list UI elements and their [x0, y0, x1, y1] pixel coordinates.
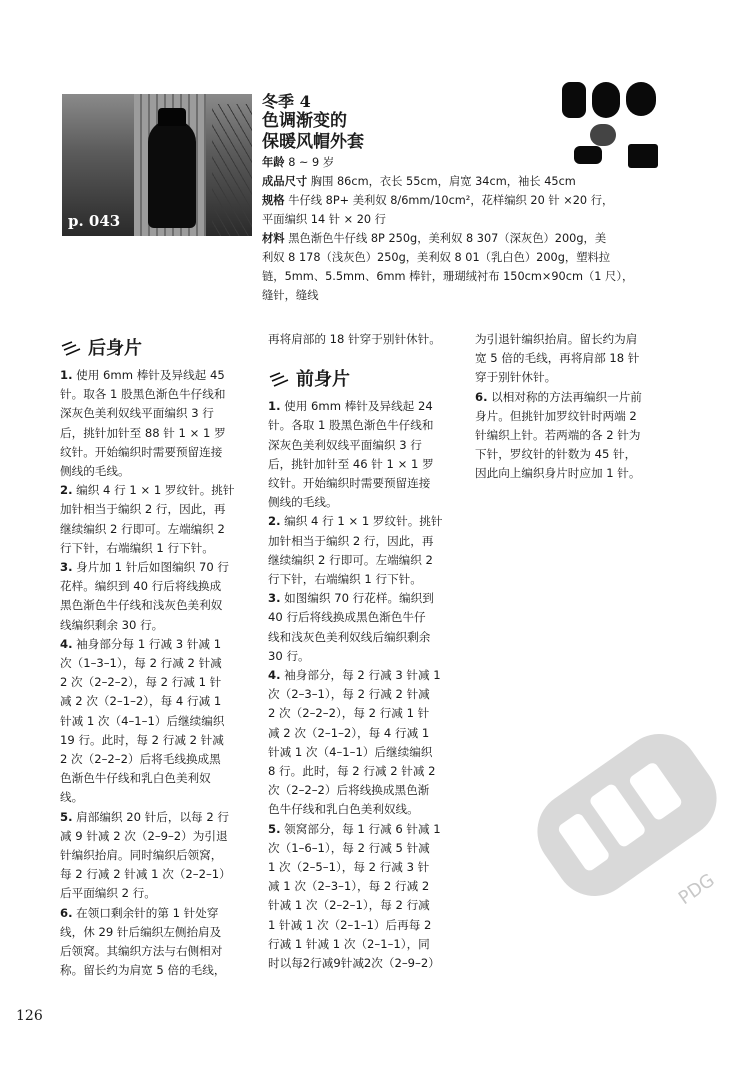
- instruction-text: 为引退针编织抬肩。留长约为肩: [475, 332, 638, 346]
- needle-icon: [60, 340, 82, 358]
- gauge-row: [262, 191, 662, 210]
- needle-icon: [268, 371, 290, 389]
- instruction-line: [60, 923, 260, 942]
- instruction-line: [475, 426, 675, 445]
- instruction-line: [268, 551, 468, 570]
- back-continuation: 再将肩部的 18 针穿于别针休针。: [268, 332, 441, 346]
- instruction-text: 针。取各 1 股黑色渐色牛仔线和: [60, 387, 226, 402]
- instruction-text: 减 9 针减 2 次（2–9–2）为引退: [60, 828, 228, 843]
- instruction-line: [268, 685, 468, 704]
- instruction-line: [475, 388, 675, 407]
- instruction-text: 次（2–3–1），每 2 行减 2 针减: [268, 687, 430, 702]
- hat-graphic: [158, 108, 186, 126]
- instruction-text: 加针相当于编织 2 行，因此，再: [268, 533, 434, 548]
- instruction-line: [60, 539, 260, 558]
- instruction-line: [60, 961, 260, 980]
- instruction-text: 袖身部分，每 2 行减 3 针减 1: [280, 668, 441, 683]
- column-back: [60, 330, 260, 981]
- title-line-2: 保暖风帽外套: [262, 132, 364, 152]
- step-number: 2.: [60, 483, 73, 498]
- instruction-line: [60, 673, 260, 692]
- instruction-text: 线和浅灰色美利奴线后编织剩余: [268, 629, 431, 644]
- instruction-line: [60, 808, 260, 827]
- instruction-line: [268, 743, 468, 762]
- instruction-text: 针编织上针。若两端的各 2 针为: [475, 428, 641, 443]
- instruction-line: [60, 404, 260, 423]
- column-continuation: [475, 330, 675, 484]
- instruction-line: [60, 366, 260, 385]
- instruction-line: [60, 884, 260, 903]
- instruction-text: 纹针。开始编织时需要预留连接: [268, 476, 431, 491]
- step-number: 5.: [60, 809, 73, 824]
- instruction-text: 以相对称的方法再编织一片前: [487, 389, 642, 404]
- gauge-row-2: 平面编织 14 针 × 20 行: [262, 213, 386, 226]
- instruction-line: [268, 954, 468, 973]
- instruction-text: 继续编织 2 行即可。左端编织 2: [268, 552, 433, 567]
- instruction-line: [60, 577, 260, 596]
- instruction-text: 次（2–2–2）后将线换成黑色渐: [268, 783, 430, 798]
- instruction-text: 2 次（2–2–2）后将毛线换成黑: [60, 752, 221, 767]
- instruction-line: [268, 858, 468, 877]
- instruction-line: [268, 800, 468, 819]
- step-number: 1.: [60, 368, 73, 382]
- instruction-line: [60, 558, 260, 577]
- instruction-line: [268, 647, 468, 666]
- instruction-line: [475, 464, 675, 483]
- instruction-text: 如图编织 70 行花样。编织到: [280, 591, 434, 606]
- instruction-line: [268, 820, 468, 839]
- instruction-text: 使用 6mm 棒针及异线起 45: [72, 368, 225, 382]
- materials-label: 材料: [262, 232, 285, 245]
- instruction-line: [60, 481, 260, 500]
- step-number: 4.: [60, 636, 73, 651]
- instruction-text: 色渐色牛仔线和乳白色美利奴: [60, 771, 211, 786]
- instruction-text: 领窝部分，每 1 行减 6 针减 1: [280, 821, 441, 836]
- step-number: 2.: [268, 514, 281, 529]
- instruction-text: 针编织抬肩。同时编织后领窝，: [60, 848, 223, 863]
- instruction-line: [60, 443, 260, 462]
- instruction-line: [268, 416, 468, 435]
- watermark-text: PDG: [674, 869, 719, 910]
- size-label: 成品尺寸: [262, 175, 308, 188]
- instruction-text: 线编织剩余 30 行。: [60, 617, 164, 632]
- instruction-text: 19 行。此时，每 2 行减 2 针减: [60, 732, 224, 747]
- instruction-text: 针减 1 次（4–1–1）后继续编织: [268, 744, 433, 759]
- instruction-text: 8 行。此时，每 2 行减 2 针减 2: [268, 764, 436, 779]
- instruction-text: 次（1–3–1），每 2 行减 2 针减: [60, 656, 222, 671]
- instruction-text: 行下针，右端编织 1 行下针。: [268, 572, 422, 587]
- season-label: 冬季 4: [262, 92, 311, 111]
- instruction-text: 因此向上编织身片时应加 1 针。: [475, 466, 641, 481]
- instruction-text: 侧线的毛线。: [60, 464, 130, 479]
- instruction-line: [475, 349, 675, 368]
- instruction-line: [268, 493, 468, 512]
- instruction-line: [60, 616, 260, 635]
- instruction-line: [60, 692, 260, 711]
- materials-row: [262, 229, 662, 248]
- materials-line-1: 黑色渐色牛仔线 8P 250g，美利奴 8 307（深灰色）200g，美: [284, 232, 607, 245]
- instruction-line: [475, 445, 675, 464]
- instruction-line: [268, 916, 468, 935]
- instruction-text: 次（1–6–1），每 2 行减 5 针减: [268, 840, 430, 855]
- size-value: 胸围 86cm，衣长 55cm，肩宽 34cm，袖长 45cm: [307, 175, 576, 188]
- instruction-text: 针减 1 次（2–2–1），每 2 行减: [268, 898, 430, 913]
- step-number: 6.: [475, 389, 488, 404]
- instruction-text: 袖身部分每 1 行减 3 针减 1: [72, 636, 222, 651]
- instruction-line: [60, 846, 260, 865]
- instruction-line: [60, 712, 260, 731]
- instruction-text: 2 次（2–2–2），每 2 行减 1 针: [60, 675, 222, 690]
- step-number: 3.: [268, 591, 281, 606]
- instruction-line: [268, 704, 468, 723]
- instruction-line: [268, 724, 468, 743]
- instruction-text: 称。留长约为肩宽 5 倍的毛线，: [60, 963, 226, 978]
- instruction-text: 针。各取 1 股黑色渐色牛仔线和: [268, 418, 434, 433]
- instruction-line: [60, 731, 260, 750]
- instruction-text: 1 次（2–5–1），每 2 行减 3 针: [268, 860, 430, 875]
- instruction-text: 40 行后将线换成黑色渐色牛仔: [268, 610, 426, 625]
- instruction-line: [60, 424, 260, 443]
- instruction-line: [60, 596, 260, 615]
- instruction-text: 线。: [60, 790, 84, 805]
- instruction-text: 身片。但挑针加罗纹针时两端 2: [475, 408, 637, 423]
- instruction-text: 纹针。开始编织时需要预留连接: [60, 444, 223, 459]
- page-number: 126: [16, 1008, 43, 1024]
- instruction-text: 30 行。: [268, 648, 310, 663]
- instruction-line: [268, 762, 468, 781]
- instruction-text: 侧线的毛线。: [268, 495, 338, 510]
- instruction-line: [268, 589, 468, 608]
- instruction-text: 2 次（2–2–2），每 2 行减 1 针: [268, 706, 430, 721]
- instruction-text: 1 针减 1 次（2–1–1）后再每 2: [268, 917, 432, 932]
- back-title-text: 后身片: [88, 338, 142, 359]
- instruction-line: [60, 500, 260, 519]
- instruction-text: 减 2 次（2–1–2），每 4 行减 1: [60, 694, 222, 709]
- instruction-text: 后领窝。其编织方法与右侧相对: [60, 944, 223, 959]
- instruction-line: [268, 436, 468, 455]
- instruction-text: 时以每2行减9针减2次（2–9–2）: [268, 956, 440, 971]
- instruction-text: 肩部编织 20 针后，以每 2 行: [72, 809, 229, 824]
- instruction-line: [268, 474, 468, 493]
- instruction-text: 深灰色美利奴线平面编织 3 行: [60, 406, 214, 421]
- instruction-line: [60, 827, 260, 846]
- front-section-title: [268, 367, 468, 393]
- instruction-line: [60, 769, 260, 788]
- instruction-text: 行下针，右端编织 1 行下针。: [60, 540, 214, 555]
- size-row: [262, 172, 662, 191]
- instruction-text: 黑色渐色牛仔线和浅灰色美利奴: [60, 598, 223, 613]
- instruction-text: 使用 6mm 棒针及异线起 24: [280, 399, 433, 414]
- step-number: 5.: [268, 821, 281, 836]
- instruction-line: [60, 462, 260, 481]
- instruction-text: 后，挑针加针至 46 针 1 × 1 罗: [268, 456, 434, 471]
- instruction-line: [268, 397, 468, 416]
- materials-line-4: 缝针，缝线: [262, 289, 319, 302]
- age-value: 8 ~ 9 岁: [284, 156, 335, 169]
- tree-graphic: [212, 104, 252, 236]
- instruction-text: 花样。编织到 40 行后将线换成: [60, 579, 222, 594]
- photo-page-ref: p. 043: [68, 212, 121, 230]
- instruction-text: 下针，罗纹针的针数为 45 针，: [475, 447, 637, 462]
- instruction-line: [60, 865, 260, 884]
- materials-line-2: 利奴 8 178（浅灰色）250g，美利奴 8 01（乳白色）200g，塑料拉: [262, 251, 611, 264]
- instruction-line: [60, 750, 260, 769]
- instruction-line: [475, 330, 675, 349]
- instruction-line: [268, 628, 468, 647]
- column-front: [268, 330, 468, 973]
- materials-line-3: 链，5mm、5.5mm、6mm 棒针，珊瑚绒衬布 150cm×90cm（1 尺），: [262, 270, 634, 283]
- instruction-text: 减 2 次（2–1–2），每 4 行减 1: [268, 725, 430, 740]
- instruction-line: [475, 407, 675, 426]
- instruction-line: [268, 839, 468, 858]
- instruction-text: 色牛仔线和乳白色美利奴线。: [268, 802, 419, 817]
- instruction-text: 线，休 29 针后编织左侧抬肩及: [60, 924, 222, 939]
- instruction-line: [268, 877, 468, 896]
- instruction-text: 深灰色美利奴线平面编织 3 行: [268, 437, 422, 452]
- instruction-text: 宽 5 倍的毛线，再将肩部 18 针: [475, 351, 640, 366]
- front-title-text: 前身片: [296, 369, 350, 391]
- front-instructions: [268, 397, 468, 973]
- instruction-line: [60, 904, 260, 923]
- instruction-text: 继续编织 2 行即可。左端编织 2: [60, 521, 225, 536]
- back-instructions: [60, 366, 260, 981]
- step-number: 1.: [268, 399, 281, 414]
- continuation-instructions: [475, 330, 675, 484]
- pattern-header: [262, 92, 662, 305]
- instruction-line: [60, 635, 260, 654]
- watermark-seal: [512, 700, 742, 930]
- gauge-value: 牛仔线 8P+ 美利奴 8/6mm/10cm²，花样编织 20 针 ×20 行，: [284, 194, 614, 207]
- instruction-line: [60, 520, 260, 539]
- title-line-1: 色调渐变的: [262, 111, 347, 131]
- instruction-line: [268, 532, 468, 551]
- instruction-line: [60, 788, 260, 807]
- child-figure: [148, 120, 196, 228]
- instruction-line: [60, 385, 260, 404]
- instruction-text: 每 2 行减 2 针减 1 次（2–2–1）: [60, 867, 231, 882]
- instruction-line: [475, 368, 675, 387]
- instruction-line: [268, 896, 468, 915]
- age-label: 年龄: [262, 156, 285, 169]
- instruction-line: [268, 570, 468, 589]
- instruction-text: 针减 1 次（4–1–1）后继续编织: [60, 713, 225, 728]
- step-number: 6.: [60, 905, 73, 920]
- back-section-title: [60, 336, 260, 362]
- age-row: [262, 153, 662, 172]
- instruction-text: 在领口剩余针的第 1 针处穿: [72, 905, 219, 920]
- instruction-text: 减 1 次（2–3–1），每 2 行减 2: [268, 879, 430, 894]
- step-number: 3.: [60, 560, 73, 575]
- instruction-text: 后，挑针加针至 88 针 1 × 1 罗: [60, 425, 226, 440]
- instruction-text: 编织 4 行 1 × 1 罗纹针。挑针: [72, 483, 235, 498]
- instruction-text: 后平面编织 2 行。: [60, 886, 156, 901]
- instruction-text: 加针相当于编织 2 行，因此，再: [60, 502, 226, 517]
- instruction-line: [268, 455, 468, 474]
- instruction-text: 行减 1 针减 1 次（2–1–1），同: [268, 936, 430, 951]
- instruction-line: [60, 654, 260, 673]
- instruction-text: 编织 4 行 1 × 1 罗纹针。挑针: [280, 514, 443, 529]
- step-number: 4.: [268, 668, 281, 683]
- instruction-line: [268, 608, 468, 627]
- instruction-line: [60, 942, 260, 961]
- instruction-text: 身片加 1 针后如图编织 70 行: [72, 560, 229, 575]
- instruction-line: [268, 512, 468, 531]
- cover-photo: [62, 94, 252, 236]
- gauge-label: 规格: [262, 194, 285, 207]
- instruction-line: [268, 781, 468, 800]
- instruction-text: 穿于别针休针。: [475, 370, 557, 385]
- instruction-line: [268, 935, 468, 954]
- instruction-line: [268, 666, 468, 685]
